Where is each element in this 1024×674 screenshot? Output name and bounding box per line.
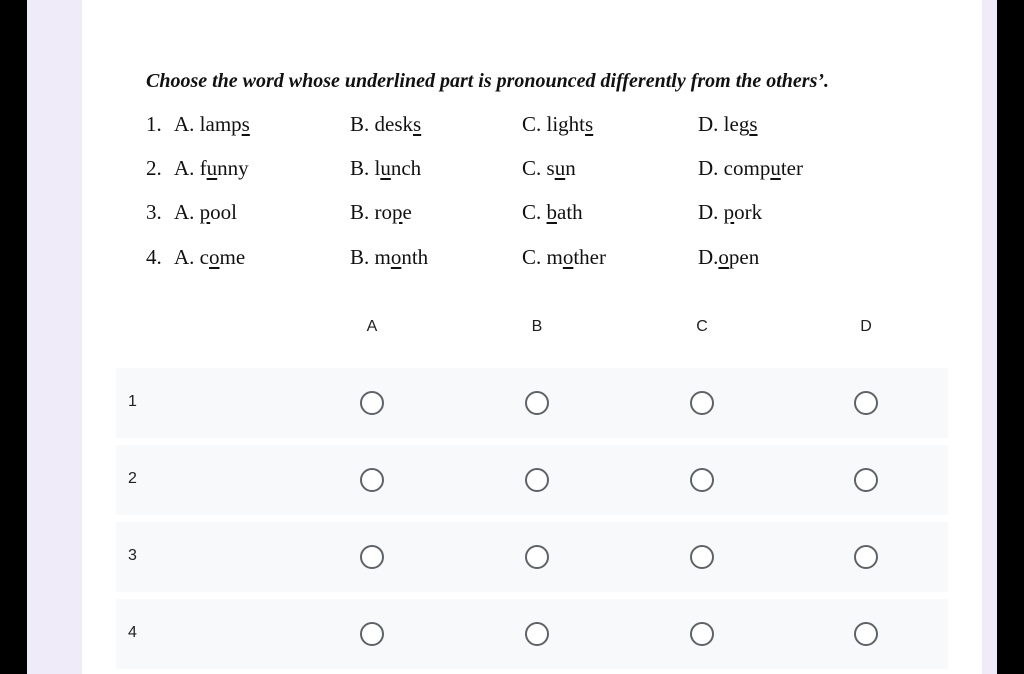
- underlined-part: p: [723, 200, 735, 224]
- underlined-part: u: [554, 156, 566, 180]
- underlined-part: o: [718, 245, 729, 269]
- grid-row-1: [116, 368, 948, 438]
- question-card: [82, 0, 982, 674]
- underlined-part: u: [380, 156, 391, 180]
- question-row-3: [82, 200, 982, 230]
- question-image: [82, 0, 982, 290]
- column-header-a: A: [366, 318, 378, 335]
- question-number: 3.: [146, 200, 162, 224]
- row-label: 4: [128, 624, 137, 641]
- radio-row1-c[interactable]: [690, 391, 714, 415]
- column-header-b: B: [531, 318, 543, 335]
- question-option: D. legs: [698, 112, 758, 136]
- underlined-part: s: [241, 112, 250, 136]
- question-option: B. lunch: [350, 156, 422, 180]
- radio-row2-c[interactable]: [690, 468, 714, 492]
- radio-row3-b[interactable]: [525, 545, 549, 569]
- radio-row2-a[interactable]: [360, 468, 384, 492]
- question-option: B. month: [350, 245, 429, 269]
- underlined-part: o: [209, 245, 220, 269]
- radio-row4-d[interactable]: [854, 622, 878, 646]
- question-option: A. funny: [174, 156, 249, 180]
- underlined-part: s: [585, 112, 594, 136]
- question-option: C. lights: [522, 112, 594, 136]
- row-label: 2: [128, 470, 137, 487]
- question-number: 4.: [146, 245, 162, 269]
- underlined-part: p: [199, 200, 211, 224]
- grid-row-2: [116, 445, 948, 515]
- grid-row-4: [116, 599, 948, 669]
- left-screen-edge: [0, 0, 27, 674]
- radio-row3-d[interactable]: [854, 545, 878, 569]
- radio-row4-c[interactable]: [690, 622, 714, 646]
- question-option: C. mother: [522, 245, 606, 269]
- question-row-4: [82, 245, 982, 275]
- row-label: 1: [128, 393, 137, 410]
- column-header-c: C: [696, 318, 708, 335]
- underlined-part: b: [546, 200, 558, 224]
- question-option: C. bath: [522, 200, 583, 224]
- underlined-part: u: [770, 156, 781, 180]
- question-row-1: [82, 112, 982, 142]
- instruction-text: Choose the word whose underlined part is pronounced differently from the others’.: [146, 70, 830, 92]
- underlined-part: s: [413, 112, 422, 136]
- question-option: A. come: [174, 245, 246, 269]
- underlined-part: p: [392, 200, 403, 224]
- question-option: B. desks: [350, 112, 422, 136]
- question-number: 2.: [146, 156, 162, 180]
- radio-row2-d[interactable]: [854, 468, 878, 492]
- radio-row1-a[interactable]: [360, 391, 384, 415]
- question-option: D. computer: [698, 156, 803, 180]
- radio-row4-b[interactable]: [525, 622, 549, 646]
- grid-row-3: [116, 522, 948, 592]
- underlined-part: o: [562, 245, 574, 269]
- question-option: B. rope: [350, 200, 412, 224]
- question-option: A. pool: [174, 200, 238, 224]
- underlined-part: u: [206, 156, 218, 180]
- radio-row4-a[interactable]: [360, 622, 384, 646]
- underlined-part: s: [749, 112, 758, 136]
- grid-column-headers: [82, 318, 982, 348]
- radio-row1-d[interactable]: [854, 391, 878, 415]
- question-option: D. pork: [698, 200, 763, 224]
- column-header-d: D: [860, 318, 872, 335]
- radio-row2-b[interactable]: [525, 468, 549, 492]
- underlined-part: o: [390, 245, 402, 269]
- radio-row1-b[interactable]: [525, 391, 549, 415]
- row-label: 3: [128, 547, 137, 564]
- radio-row3-c[interactable]: [690, 545, 714, 569]
- radio-row3-a[interactable]: [360, 545, 384, 569]
- question-row-2: [82, 156, 982, 186]
- right-screen-edge: [997, 0, 1024, 674]
- question-option: C. sun: [522, 156, 576, 180]
- question-number: 1.: [146, 112, 162, 136]
- question-option: D.open: [698, 245, 760, 269]
- question-option: A. lamps: [174, 112, 250, 136]
